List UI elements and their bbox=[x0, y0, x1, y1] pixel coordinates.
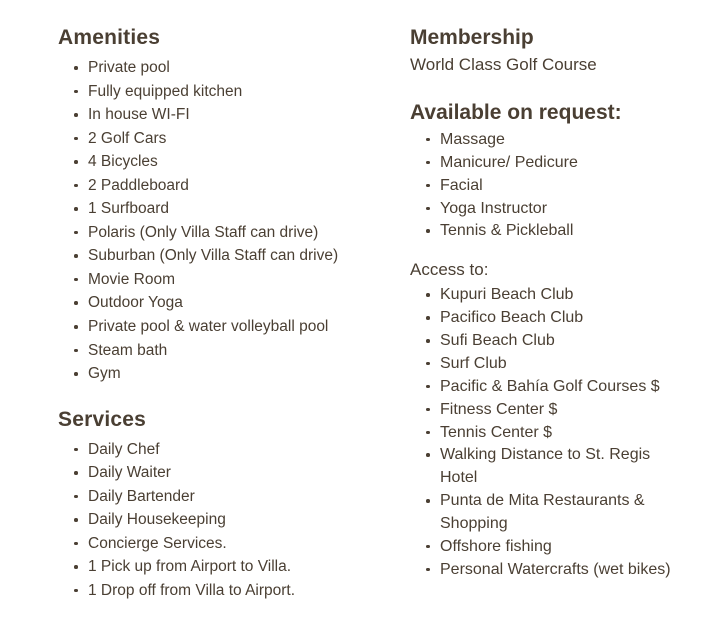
list-item: 2 Paddleboard bbox=[88, 174, 410, 198]
list-item: Polaris (Only Villa Staff can drive) bbox=[88, 221, 410, 245]
services-heading: Services bbox=[58, 407, 147, 431]
list-item: Offshore fishing bbox=[440, 536, 685, 559]
list-item: Pacific & Bahía Golf Courses $ bbox=[440, 376, 685, 399]
available-on-request-heading: Available on request: bbox=[410, 100, 622, 124]
list-item: Gym bbox=[88, 362, 410, 386]
list-item: Daily Chef bbox=[88, 438, 410, 462]
list-item: Massage bbox=[440, 129, 685, 152]
list-item: Personal Watercrafts (wet bikes) bbox=[440, 559, 685, 582]
list-item: Manicure/ Pedicure bbox=[440, 152, 685, 175]
list-item: 1 Drop off from Villa to Airport. bbox=[88, 579, 410, 603]
amenities-list bbox=[58, 56, 410, 386]
list-item: Daily Waiter bbox=[88, 461, 410, 485]
list-item: 1 Pick up from Airport to Villa. bbox=[88, 555, 410, 579]
list-item: In house WI-FI bbox=[88, 103, 410, 127]
list-item: Daily Housekeeping bbox=[88, 508, 410, 532]
access-to-list bbox=[410, 284, 685, 581]
amenities-heading: Amenities bbox=[58, 26, 161, 49]
list-item: Punta de Mita Restaurants & Shopping bbox=[440, 490, 685, 536]
list-item: Tennis & Pickleball bbox=[440, 220, 685, 243]
list-item: Pacifico Beach Club bbox=[440, 307, 685, 330]
list-item: Fitness Center $ bbox=[440, 399, 685, 422]
list-item: Sufi Beach Club bbox=[440, 330, 685, 353]
services-list bbox=[58, 438, 410, 603]
list-item: Concierge Services. bbox=[88, 532, 410, 556]
list-item: Facial bbox=[440, 175, 685, 198]
section-spacer bbox=[58, 386, 410, 408]
left-column bbox=[58, 26, 410, 602]
list-item: Private pool & water volleyball pool bbox=[88, 315, 410, 339]
list-item: Kupuri Beach Club bbox=[440, 284, 685, 307]
list-item: Suburban (Only Villa Staff can drive) bbox=[88, 244, 410, 268]
list-item: 1 Surfboard bbox=[88, 197, 410, 221]
section-spacer bbox=[410, 243, 685, 259]
list-item: 2 Golf Cars bbox=[88, 127, 410, 151]
list-item: Yoga Instructor bbox=[440, 198, 685, 221]
list-item: Outdoor Yoga bbox=[88, 291, 410, 315]
list-item: Surf Club bbox=[440, 353, 685, 376]
right-column bbox=[410, 26, 685, 582]
section-spacer bbox=[410, 81, 685, 101]
list-item: 4 Bicycles bbox=[88, 150, 410, 174]
list-item: Daily Bartender bbox=[88, 485, 410, 509]
list-item: Steam bath bbox=[88, 339, 410, 363]
list-item: Movie Room bbox=[88, 268, 410, 292]
membership-detail: World Class Golf Course bbox=[410, 55, 597, 74]
list-item: Fully equipped kitchen bbox=[88, 80, 410, 104]
membership-heading: Membership bbox=[410, 26, 534, 49]
list-item: Private pool bbox=[88, 56, 410, 80]
list-item: Tennis Center $ bbox=[440, 422, 685, 445]
list-item: Walking Distance to St. Regis Hotel bbox=[440, 444, 685, 490]
access-to-heading: Access to: bbox=[410, 260, 489, 280]
available-on-request-list bbox=[410, 129, 685, 243]
